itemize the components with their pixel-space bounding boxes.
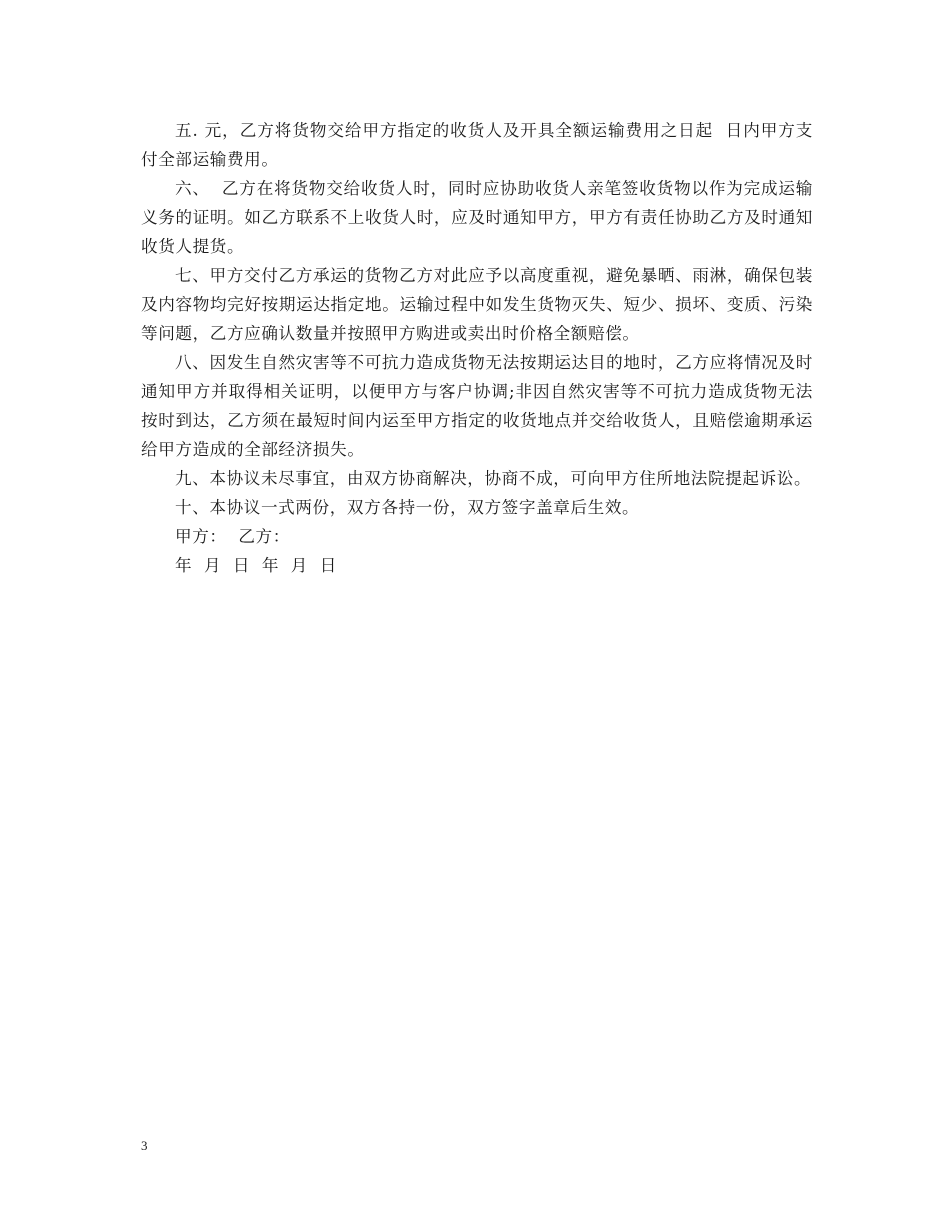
- clause-disputes: 九、本协议未尽事宜，由双方协商解决，协商不成，可向甲方住所地法院提起诉讼。: [175, 469, 812, 488]
- page-number: 3: [141, 1138, 148, 1153]
- clause-payment: 五. 元，乙方将货物交给甲方指定的收货人及开具全额运输费用之日起 日内甲方支付全部运输费用。: [141, 121, 813, 169]
- clause-copies: 十、本协议一式两份，双方各持一份，双方签字盖章后生效。: [175, 498, 640, 517]
- signature-dates: 年 月 日 年 月 日: [175, 556, 337, 575]
- signature-parties: 甲方： 乙方：: [175, 527, 290, 546]
- document-body: [141, 116, 813, 580]
- clause-delivery-receipt: 六、 乙方在将货物交给收货人时，同时应协助收货人亲笔签收货物以作为完成运输义务的证明。如乙方联系不上收货人时，应及时通知甲方，甲方有责任协助乙方及时通知收货人提货。: [141, 179, 813, 256]
- clause-cargo-care: 七、甲方交付乙方承运的货物乙方对此应予以高度重视，避免暴晒、雨淋，确保包装及内容物均完好按期运达指定地。运输过程中如发生货物灭失、短少、损坏、变质、污染等问题，乙方应确认数量并按照甲方购进或卖出时价格全额赔偿。: [141, 266, 813, 343]
- clause-force-majeure: 八、因发生自然灾害等不可抗力造成货物无法按期运达目的地时，乙方应将情况及时通知甲方并取得相关证明，以便甲方与客户协调;非因自然灾害等不可抗力造成货物无法按时到达，乙方须在最短时间内运至甲方指定的收货地点并交给收货人，且赔偿逾期承运给甲方造成的全部经济损失。: [141, 353, 813, 459]
